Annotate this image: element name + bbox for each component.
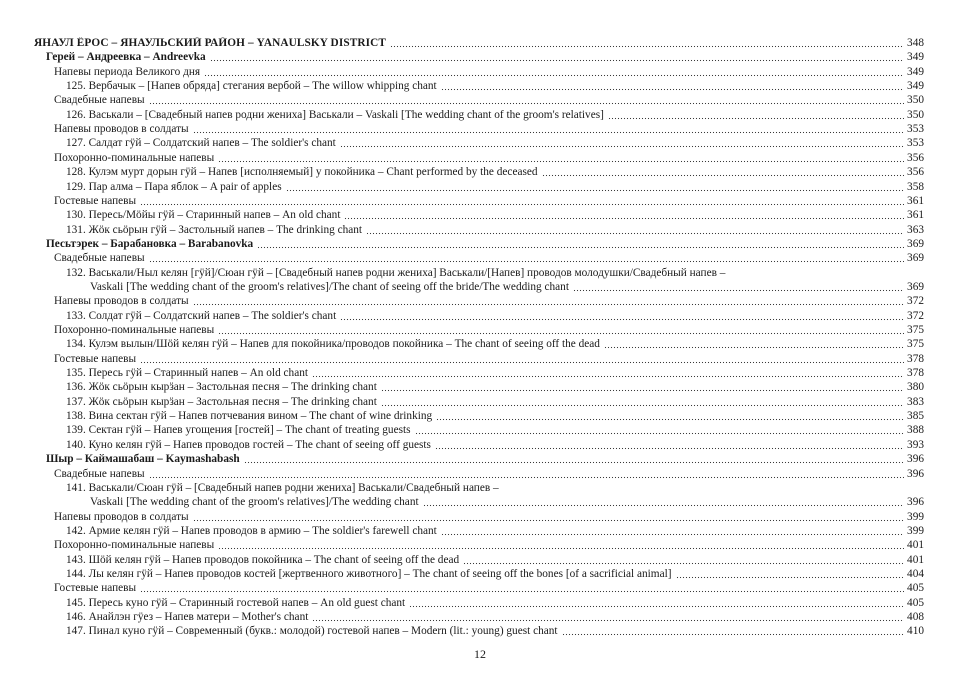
toc-entry-title: 140. Куно келян гӱй – Напев проводов гостей – The chant of seeing off guests xyxy=(66,438,431,451)
toc-entry-page: 410 xyxy=(907,625,924,638)
toc-entry-page: 396 xyxy=(907,467,924,480)
toc-entry-page: 380 xyxy=(907,381,924,394)
dot-leader xyxy=(381,382,904,392)
dot-leader xyxy=(193,296,904,306)
dot-leader xyxy=(340,311,904,321)
dot-leader xyxy=(390,38,904,48)
dot-leader xyxy=(193,124,904,134)
toc-entry xyxy=(54,323,924,337)
toc-entry-page: 369 xyxy=(907,237,924,250)
toc-entry xyxy=(66,624,924,638)
toc-entry-page: 378 xyxy=(907,352,924,365)
dot-leader xyxy=(608,110,904,120)
toc-entry-page: 401 xyxy=(907,539,924,552)
toc-entry-title: Гостевые напевы xyxy=(54,352,137,365)
dot-leader xyxy=(140,196,904,206)
toc-entry xyxy=(54,352,924,366)
toc-entry xyxy=(66,309,924,323)
dot-leader xyxy=(562,626,905,636)
toc-entry xyxy=(66,380,924,394)
dot-leader xyxy=(286,182,904,192)
dot-leader xyxy=(366,225,904,235)
toc-entry-page: 349 xyxy=(907,51,924,64)
dot-leader xyxy=(441,526,904,536)
dot-leader xyxy=(210,52,904,62)
toc-entry-title: 143. Шӧй келян гӱй – Напев проводов покойника – The chant of seeing off the dead xyxy=(66,553,460,566)
toc-entry-page: 353 xyxy=(907,137,924,150)
toc-entry xyxy=(66,567,924,581)
toc-entry-title: 127. Салдат гӱй – Солдатский напев – The soldier's chant xyxy=(66,137,336,150)
toc-entry xyxy=(54,93,924,107)
toc-entry-page: 405 xyxy=(907,582,924,595)
toc-entry xyxy=(90,495,924,509)
toc-entry xyxy=(66,438,924,452)
toc-entry xyxy=(66,337,924,351)
toc-entry-page: 408 xyxy=(907,611,924,623)
dot-leader xyxy=(149,253,904,263)
toc-entry-page: 404 xyxy=(907,567,924,580)
dot-leader xyxy=(257,239,904,249)
toc-entry-page: 356 xyxy=(907,151,924,164)
toc-entry-page: 363 xyxy=(907,223,924,236)
dot-leader xyxy=(409,598,904,608)
toc-entry xyxy=(66,395,924,409)
dot-leader xyxy=(344,210,904,220)
dot-leader xyxy=(463,555,904,565)
dot-leader xyxy=(312,368,904,378)
toc-entry xyxy=(54,538,924,552)
toc-entry-title: Vaskali [The wedding chant of the groom's relatives]/The wedding chant xyxy=(90,496,419,509)
toc-entry-page: 388 xyxy=(907,424,924,437)
toc-entry-title: Напевы проводов в солдаты xyxy=(54,295,189,308)
toc-entry xyxy=(66,108,924,122)
toc-entry-page: 350 xyxy=(907,94,924,107)
toc-entry-page: 356 xyxy=(907,166,924,179)
toc-entry-page: 405 xyxy=(907,596,924,609)
toc-entry xyxy=(46,452,924,466)
toc-entry-title: 130. Пересь/Мӧйы гӱй – Старинный напев – An old chant xyxy=(66,209,341,222)
toc-entry-title: Напевы периода Великого дня xyxy=(54,65,201,78)
toc-entry-title: 129. Пар алма – Пара яблок – A pair of apples xyxy=(66,180,282,193)
toc-entry-page: 361 xyxy=(907,194,924,207)
page-number: 12 xyxy=(474,647,486,661)
toc-entry xyxy=(46,237,924,251)
toc-entry-title: ЯНАУЛ ЁРОС – ЯНАУЛЬСКИЙ РАЙОН – YANAULSKY DISTRICT xyxy=(34,37,386,49)
toc-entry-page: 375 xyxy=(907,338,924,351)
toc-entry-page: 399 xyxy=(907,510,924,523)
toc-entry xyxy=(54,510,924,524)
toc-entry-page: 349 xyxy=(907,80,924,93)
dot-leader xyxy=(573,282,904,292)
toc-entry xyxy=(46,50,924,64)
dot-leader xyxy=(423,497,904,507)
toc-entry-page: 358 xyxy=(907,180,924,193)
dot-leader xyxy=(140,583,904,593)
toc-entry xyxy=(66,610,924,624)
toc-entry-title: Vaskali [The wedding chant of the groom's relatives]/The chant of seeing off the bride/The wedding chant xyxy=(90,280,569,293)
dot-leader xyxy=(218,153,904,163)
toc-entry-page: 372 xyxy=(907,309,924,322)
toc-entry xyxy=(66,79,924,93)
toc-entry-page: 369 xyxy=(907,280,924,293)
toc-entry-title: 141. Васькали/Сюан гӱй – [Свадебный напев родни жениха] Васькали/Свадебный напев – xyxy=(66,481,499,494)
toc-entry-title: 145. Пересь куно гӱй – Старинный гостевой напев – An old guest chant xyxy=(66,596,406,609)
toc-entry-title: 138. Вина сектан гӱй – Напев потчевания вином – The chant of wine drinking xyxy=(66,410,433,423)
toc-entry xyxy=(54,122,924,136)
toc-entry-title: Похоронно-поминальные напевы xyxy=(54,324,215,336)
dot-leader xyxy=(435,440,904,450)
toc-entry-title: 131. Жӧк сьӧрын гӱй – Застольный напев – The drinking chant xyxy=(66,223,363,236)
dot-leader xyxy=(441,81,904,91)
dot-leader xyxy=(204,67,904,77)
toc-entry-page: 383 xyxy=(907,395,924,408)
toc-entry xyxy=(66,366,924,380)
toc-entry-page: 393 xyxy=(907,438,924,451)
toc-entry-title: 128. Кулэм мурт дорын гӱй – Напев [исполняемый] у покойника – Chant performed by the deceased xyxy=(66,166,538,179)
toc-entry-title: Гостевые напевы xyxy=(54,194,137,207)
toc-entry-page: 399 xyxy=(907,524,924,537)
toc-entry-page: 385 xyxy=(907,410,924,423)
toc-entry-page: 401 xyxy=(907,553,924,566)
dot-leader xyxy=(436,411,904,421)
toc-entry-title: Песьтэрек – Барабановка – Barabanovka xyxy=(46,237,254,250)
toc-entry-title: 134. Кулэм вылын/Шӧй келян гӱй – Напев для покойника/проводов покойника – The chant of seeing off the dead xyxy=(66,338,600,351)
toc-entry-title: Свадебные напевы xyxy=(54,252,145,265)
toc-entry xyxy=(54,251,924,265)
dot-leader xyxy=(340,138,904,148)
toc-entry-title: 139. Сектан гӱй – Напев угощения [гостей] – The chant of treating guests xyxy=(66,424,411,437)
toc-entry xyxy=(54,294,924,308)
toc-entry-title: Напевы проводов в солдаты xyxy=(54,510,189,523)
toc-entry xyxy=(54,194,924,208)
dot-leader xyxy=(542,167,905,177)
toc-entry-page: 348 xyxy=(907,37,924,49)
toc-entry-title: 125. Вербачык – [Напев обряда] стегания вербой – The willow whipping chant xyxy=(66,80,437,93)
dot-leader xyxy=(415,425,905,435)
toc-entry-page: 372 xyxy=(907,295,924,308)
toc-entry xyxy=(66,524,924,538)
toc-entry-title: Свадебные напевы xyxy=(54,94,145,107)
toc-entry-title: 135. Пересь гӱй – Старинный напев – An old chant xyxy=(66,367,309,380)
toc-entry xyxy=(54,467,924,481)
toc-entry xyxy=(66,223,924,237)
toc-entry xyxy=(66,180,924,194)
dot-leader xyxy=(381,397,904,407)
toc-entry xyxy=(66,423,924,437)
toc-entry xyxy=(90,280,924,294)
toc-entry-title: 126. Васькали – [Свадебный напев родни жениха] Васькали – Vaskali [The wedding chant of the groom's relatives] xyxy=(66,108,604,121)
toc-entry-title: Гостевые напевы xyxy=(54,582,137,595)
dot-leader xyxy=(244,454,904,464)
toc-entry xyxy=(66,208,924,222)
toc-entry-title: 144. Лы келян гӱй – Напев проводов костей [жертвенного животного] – The chant of seeing off the bones [of a sacrificial animal] xyxy=(66,567,672,580)
toc-entry-title: 146. Анайлэн гӱез – Напев матери – Mother's chant xyxy=(66,611,309,623)
toc-entry-title: 133. Солдат гӱй – Солдатский напев – The soldier's chant xyxy=(66,309,337,322)
toc-entry-page: 353 xyxy=(907,123,924,136)
toc-entry xyxy=(66,481,501,495)
dot-leader xyxy=(218,540,904,550)
toc-entry xyxy=(66,409,924,423)
toc-entry xyxy=(66,266,727,280)
toc-entry-title: Похоронно-поминальные напевы xyxy=(54,539,215,552)
toc-entry-page: 396 xyxy=(907,496,924,509)
dot-leader xyxy=(140,354,904,364)
toc-entry-page: 361 xyxy=(907,209,924,222)
toc-entry-title: Герей – Андреевка – Andreevka xyxy=(46,51,206,64)
toc-entry-title: Напевы проводов в солдаты xyxy=(54,123,189,136)
dot-leader xyxy=(218,325,904,335)
toc-entry-page: 375 xyxy=(907,324,924,336)
toc-entry xyxy=(66,136,924,150)
toc-entry-title: 147. Пинал куно гӱй – Современный (букв.: молодой) гостевой напев – Modern (lit.: young) guest chant xyxy=(66,625,558,638)
toc-entry xyxy=(34,36,924,50)
dot-leader xyxy=(676,569,905,579)
toc-entry-title: 142. Армие келян гӱй – Напев проводов в армию – The soldier's farewell chant xyxy=(66,524,437,537)
dot-leader xyxy=(149,95,904,105)
toc-entry-title: 136. Жӧк сьӧрын кырӟан – Застольная песня – The drinking chant xyxy=(66,381,377,394)
toc-entry xyxy=(66,553,924,567)
toc-entry-title: 137. Жӧк сьӧрын кырӟан – Застольная песня – The drinking chant xyxy=(66,395,377,408)
toc-entry-page: 349 xyxy=(907,65,924,78)
dot-leader xyxy=(604,339,904,349)
toc-entry-title: 132. Васькали/Ныл келян [гӱй]/Сюан гӱй – [Свадебный напев родни жениха] Васькали/[Напев] проводов молодушки/Свадебный напев – xyxy=(66,266,726,279)
dot-leader xyxy=(149,469,904,479)
dot-leader xyxy=(312,612,904,622)
toc-entry xyxy=(54,151,924,165)
toc-entry-page: 369 xyxy=(907,252,924,265)
toc-entry-page: 378 xyxy=(907,367,924,380)
toc-entry-title: Шыр – Каймашабаш – Kaymashabash xyxy=(46,453,240,466)
toc-entry-page: 350 xyxy=(907,108,924,121)
toc-entry xyxy=(54,581,924,595)
toc-entry-page: 396 xyxy=(907,453,924,466)
toc-entry xyxy=(66,596,924,610)
toc-entry xyxy=(66,165,924,179)
toc-entry-title: Свадебные напевы xyxy=(54,467,145,480)
toc-entry-title: Похоронно-поминальные напевы xyxy=(54,151,215,164)
toc-entry xyxy=(54,65,924,79)
dot-leader xyxy=(193,512,904,522)
